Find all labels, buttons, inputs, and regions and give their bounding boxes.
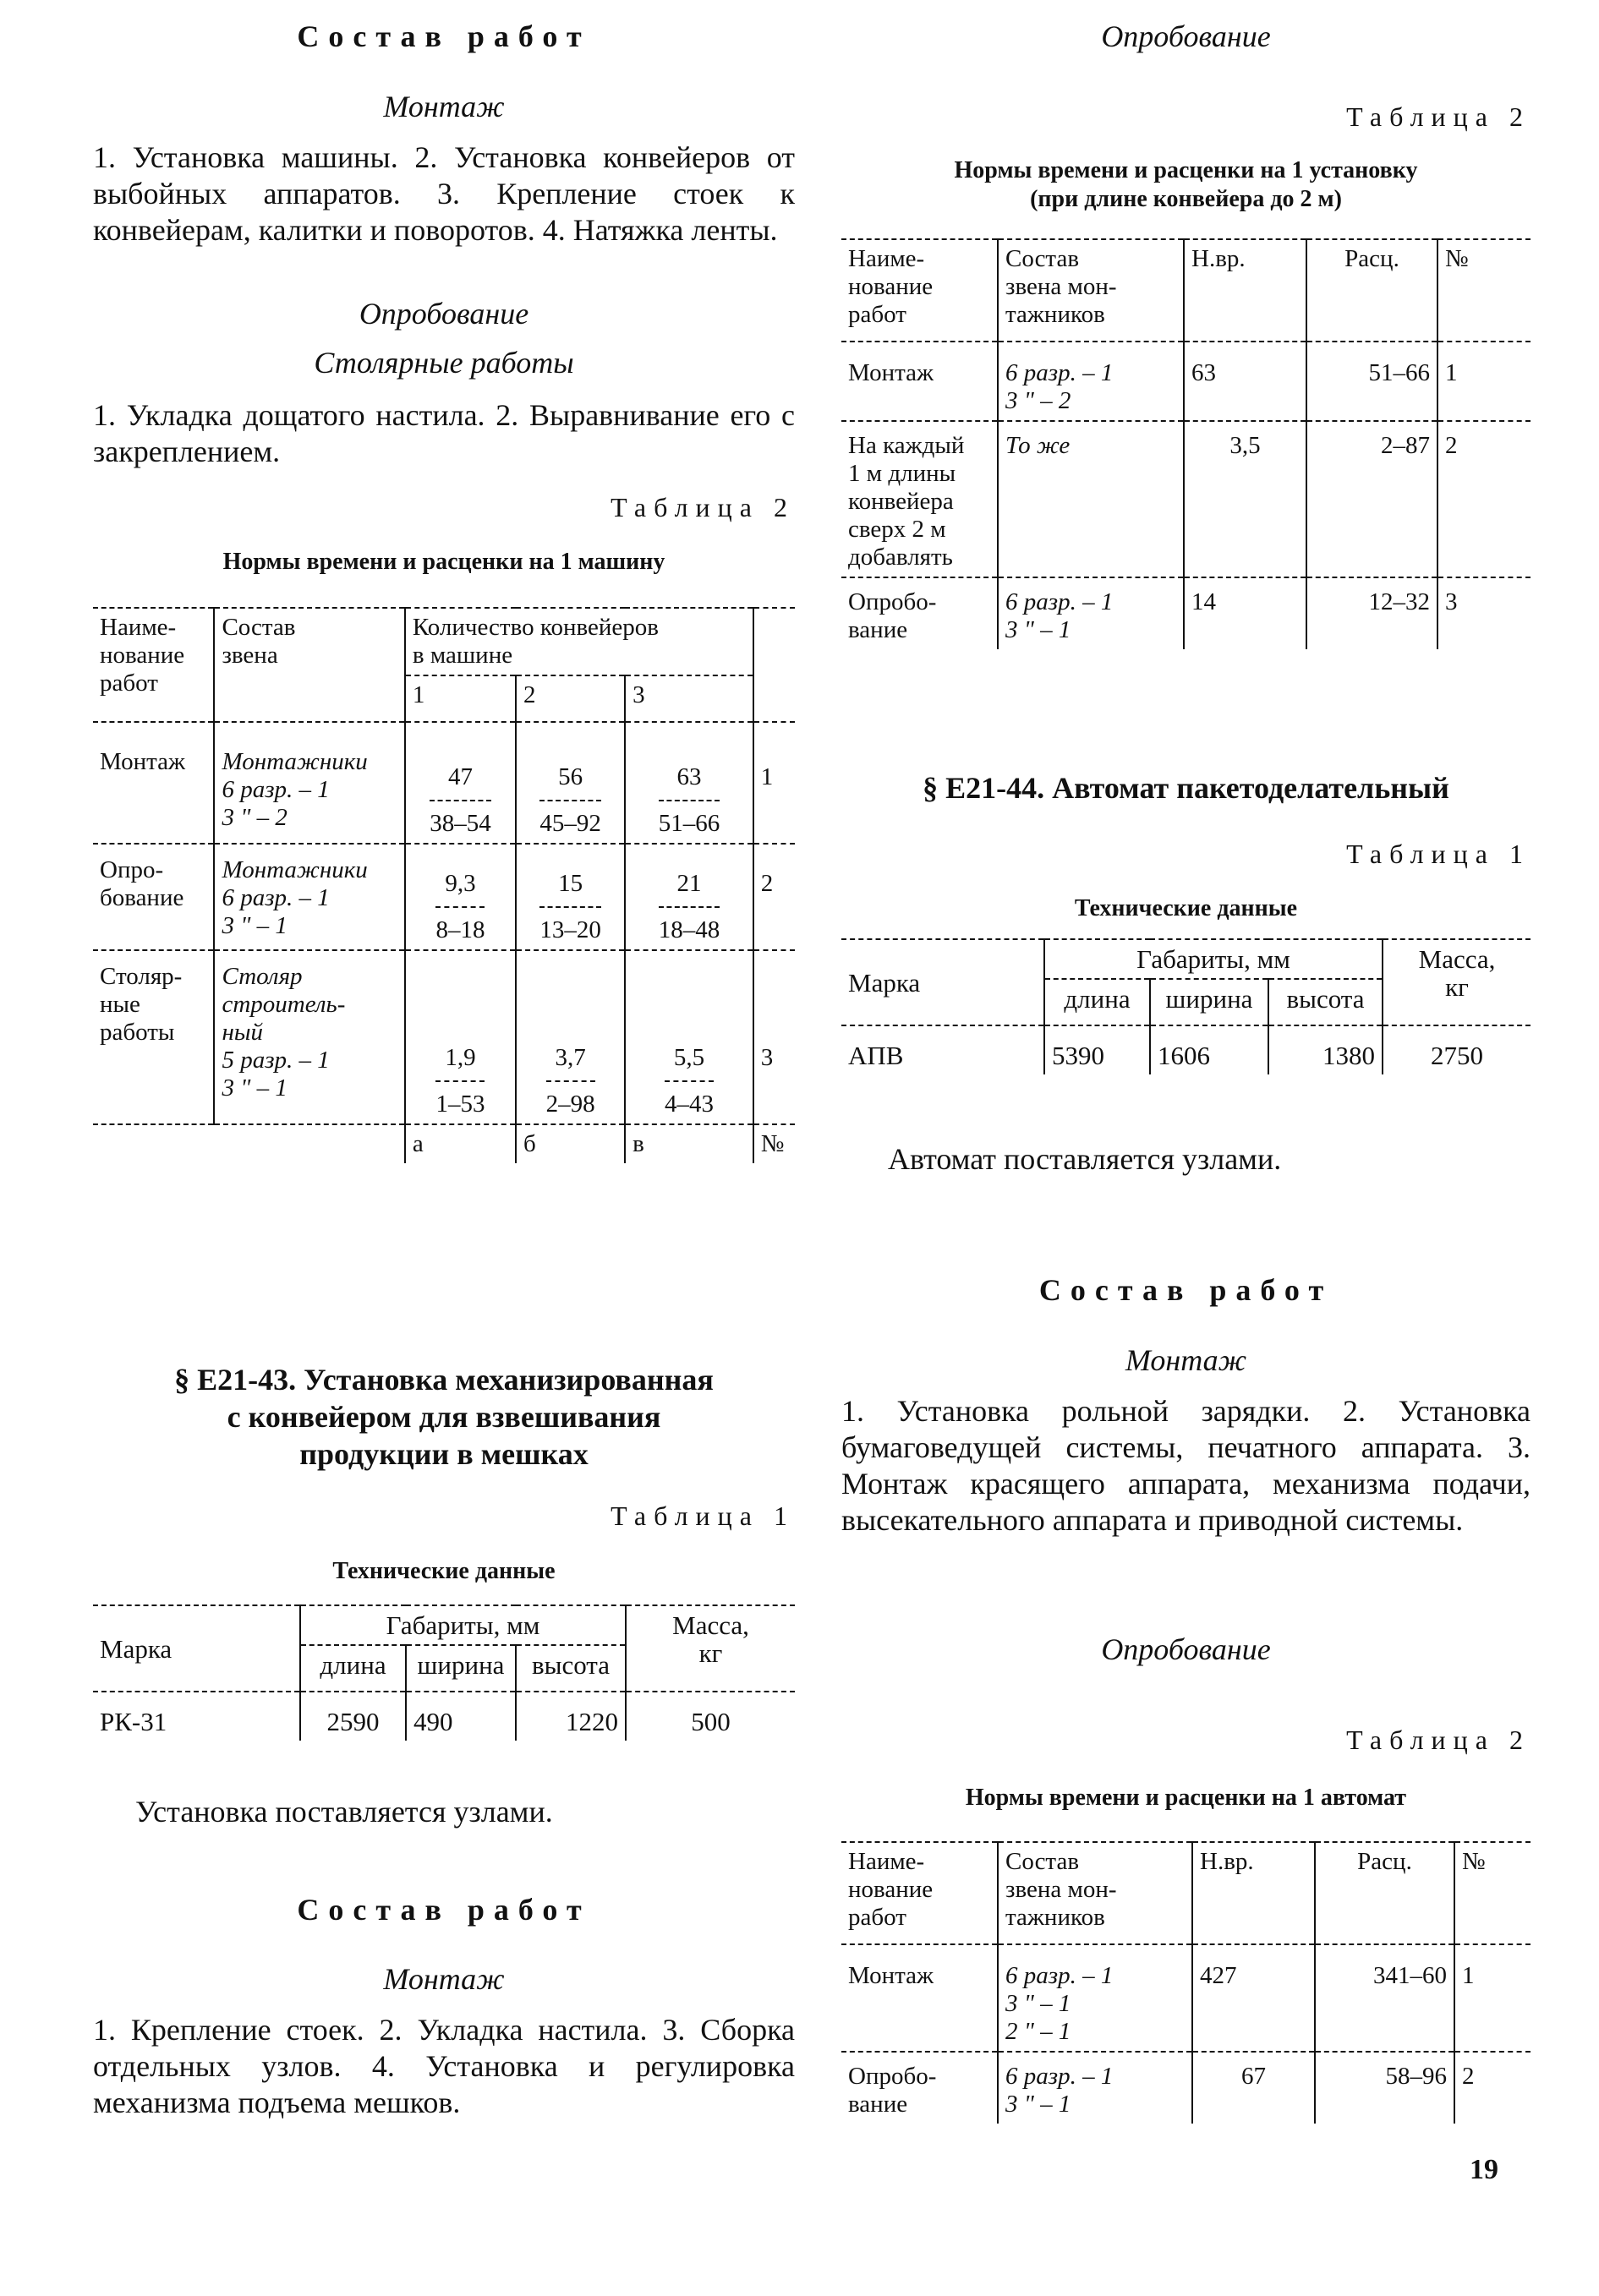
header-mass: Масса, кг — [626, 1605, 795, 1692]
montazh-heading: Монтаж — [383, 90, 505, 123]
header-crew: Состав звена — [214, 608, 404, 722]
header-count: Количество конвейеров в машине — [405, 608, 753, 675]
header-width: ширина — [406, 1645, 516, 1692]
row-number: 2 — [1437, 421, 1531, 577]
table-caption: Технические данные — [1074, 895, 1298, 921]
footer-c: в — [625, 1124, 753, 1163]
row-work: Монтаж — [841, 1944, 998, 2052]
header-mass: Масса, кг — [1383, 939, 1531, 1025]
row-work: Опробо- вание — [841, 2052, 998, 2124]
sostav-heading: Состав работ — [1038, 1273, 1333, 1307]
montazh-heading: Монтаж — [383, 1962, 505, 1996]
header-length: длина — [1044, 979, 1150, 1025]
montazh-text: 1. Крепление стоек. 2. Укладка настила. 3. Сборка отдельных узлов. 4. Установка и регулировка механизма подъема мешков. — [93, 2013, 795, 2119]
sostav-heading: Состав работ — [297, 1893, 591, 1927]
header-length: длина — [300, 1645, 406, 1692]
table-label: Таблица 2 — [1346, 1725, 1531, 1755]
header-empty — [753, 608, 795, 722]
header-rate: Расц. — [1315, 1842, 1454, 1944]
row-number: 1 — [753, 722, 795, 844]
table-label: Таблица 2 — [1346, 101, 1531, 132]
value-cell: $\frac{3,7}{2-98}$ — [545, 1044, 595, 1118]
mark-cell: РК-31 — [93, 1692, 300, 1741]
row-number: 2 — [1454, 2052, 1531, 2124]
tech-data-table-43 — [93, 1604, 795, 1741]
row-number: 2 — [753, 844, 795, 950]
table-label: Таблица 1 — [1346, 839, 1531, 869]
table-caption: Нормы времени и расценки на 1 автомат — [965, 1785, 1407, 1811]
norms-table-automat — [841, 1841, 1531, 2124]
row-rate: 12–32 — [1306, 577, 1437, 649]
tech-data-table-44 — [841, 938, 1531, 1074]
header-dims: Габариты, мм — [1044, 939, 1383, 979]
row-number: 3 — [753, 950, 795, 1124]
row-rate: 51–66 — [1306, 342, 1437, 421]
header-work: Наиме- нование работ — [841, 239, 998, 342]
value-cell: $\frac{1,9}{1-53}$ — [435, 1044, 485, 1118]
header-num: № — [1454, 1842, 1531, 1944]
row-crew: То же — [998, 421, 1184, 577]
montazh-text: 1. Установка машины. 2. Установка конвейеров от выбойных аппаратов. 3. Крепление стоек к конвейерам, калитки и поворотов. 4. Натяжка ленты. — [93, 140, 795, 247]
width-cell: 1606 — [1150, 1025, 1268, 1074]
height-cell: 1220 — [516, 1692, 626, 1741]
mass-cell: 500 — [626, 1692, 795, 1741]
row-nvr: 14 — [1184, 577, 1306, 649]
mark-cell: АПВ — [841, 1025, 1044, 1074]
header-n2: 2 — [516, 675, 625, 722]
norms-table-machine — [93, 607, 795, 1163]
row-work: На каждый 1 м длины конвейера сверх 2 м добавлять — [841, 421, 998, 577]
width-cell: 490 — [406, 1692, 516, 1741]
row-work: Опробо- вание — [841, 577, 998, 649]
header-nvr: Н.вр. — [1192, 1842, 1315, 1944]
value-cell: $\frac{63}{51-66}$ — [658, 763, 720, 837]
value-cell: $\frac{15}{13-20}$ — [539, 870, 601, 943]
footer-a: а — [405, 1124, 516, 1163]
header-crew: Состав звена мон- тажников — [998, 239, 1184, 342]
value-cell: $\frac{9,3}{8-18}$ — [435, 870, 485, 943]
row-rate: 58–96 — [1315, 2052, 1454, 2124]
length-cell: 2590 — [300, 1692, 406, 1741]
row-crew: Монтажники 6 разр. – 1 3 " – 1 — [214, 844, 404, 950]
header-nvr: Н.вр. — [1184, 239, 1306, 342]
value-cell: $\frac{47}{38-54}$ — [430, 763, 491, 837]
montazh-heading: Монтаж — [1125, 1343, 1247, 1377]
row-work: Монтаж — [841, 342, 998, 421]
row-nvr: 67 — [1192, 2052, 1315, 2124]
oprob-heading: Опробование — [1101, 1632, 1271, 1666]
footer-num: № — [753, 1124, 795, 1163]
page-number: 19 — [1470, 2154, 1498, 2185]
row-rate: 341–60 — [1315, 1944, 1454, 2052]
row-crew: Монтажники 6 разр. – 1 3 " – 2 — [214, 722, 404, 844]
row-number: 1 — [1454, 1944, 1531, 2052]
header-width: ширина — [1150, 979, 1268, 1025]
header-height: высота — [1268, 979, 1383, 1025]
norms-table-installation — [841, 238, 1531, 649]
header-mark: Марка — [841, 939, 1044, 1025]
header-height: высота — [516, 1645, 626, 1692]
header-work: Наиме- нование работ — [841, 1842, 998, 1944]
header-n1: 1 — [405, 675, 516, 722]
header-dims: Габариты, мм — [300, 1605, 626, 1645]
value-cell: $\frac{56}{45-92}$ — [539, 763, 601, 837]
table-label: Таблица 1 — [611, 1501, 795, 1531]
section-title-43: § Е21-43. Установка механизированная с конвейером для взвешивания продукции в мешках — [174, 1363, 714, 1471]
table-caption: Нормы времени и расценки на 1 машину — [222, 549, 665, 575]
row-crew: 6 разр. – 1 3 " – 1 2 " – 1 — [998, 1944, 1192, 2052]
value-cell: $\frac{5,5}{4-43}$ — [664, 1044, 714, 1118]
mass-cell: 2750 — [1383, 1025, 1531, 1074]
row-work: Столяр- ные работы — [93, 950, 214, 1124]
delivery-note: Автомат поставляется узлами. — [888, 1142, 1282, 1176]
header-num: № — [1437, 239, 1531, 342]
table-caption: Нормы времени и расценки на 1 установку (при длине конвейера до 2 м) — [954, 157, 1418, 212]
delivery-note: Установка поставляется узлами. — [135, 1795, 553, 1829]
section-title-44: § Е21-44. Автомат пакетоделательный — [923, 771, 1449, 805]
header-mark: Марка — [93, 1605, 300, 1692]
footer-b: б — [516, 1124, 625, 1163]
table-label: Таблица 2 — [611, 492, 795, 522]
header-rate: Расц. — [1306, 239, 1437, 342]
row-crew: 6 разр. – 1 3 " – 2 — [998, 342, 1184, 421]
header-work: Наиме- нование работ — [93, 608, 214, 722]
row-work: Опро- бование — [93, 844, 214, 950]
row-nvr: 3,5 — [1184, 421, 1306, 577]
row-number: 3 — [1437, 577, 1531, 649]
sostav-heading: Состав работ — [297, 19, 591, 53]
row-crew: Столяр строитель- ный 5 разр. – 1 3 " – 1 — [214, 950, 404, 1124]
row-rate: 2–87 — [1306, 421, 1437, 577]
row-crew: 6 разр. – 1 3 " – 1 — [998, 577, 1184, 649]
row-nvr: 63 — [1184, 342, 1306, 421]
header-n3: 3 — [625, 675, 753, 722]
row-nvr: 427 — [1192, 1944, 1315, 2052]
oprob-heading: Опробование — [359, 297, 529, 331]
oprob-heading: Опробование — [1101, 19, 1271, 53]
value-cell: $\frac{21}{18-48}$ — [658, 870, 720, 943]
table-caption: Технические данные — [332, 1558, 556, 1584]
row-crew: 6 разр. – 1 3 " – 1 — [998, 2052, 1192, 2124]
header-crew: Состав звена мон- тажников — [998, 1842, 1192, 1944]
height-cell: 1380 — [1268, 1025, 1383, 1074]
row-number: 1 — [1437, 342, 1531, 421]
stol-text: 1. Укладка дощатого настила. 2. Выравнивание его с закреплением. — [93, 398, 795, 468]
stol-heading: Столярные работы — [314, 346, 574, 380]
length-cell: 5390 — [1044, 1025, 1150, 1074]
row-work: Монтаж — [93, 722, 214, 844]
montazh-text: 1. Установка рольной зарядки. 2. Установка бумаговедущей системы, печатного аппарата. 3. Монтаж красящего аппарата, механизма подачи, высекательного аппарата и приводной системы. — [841, 1394, 1531, 1537]
